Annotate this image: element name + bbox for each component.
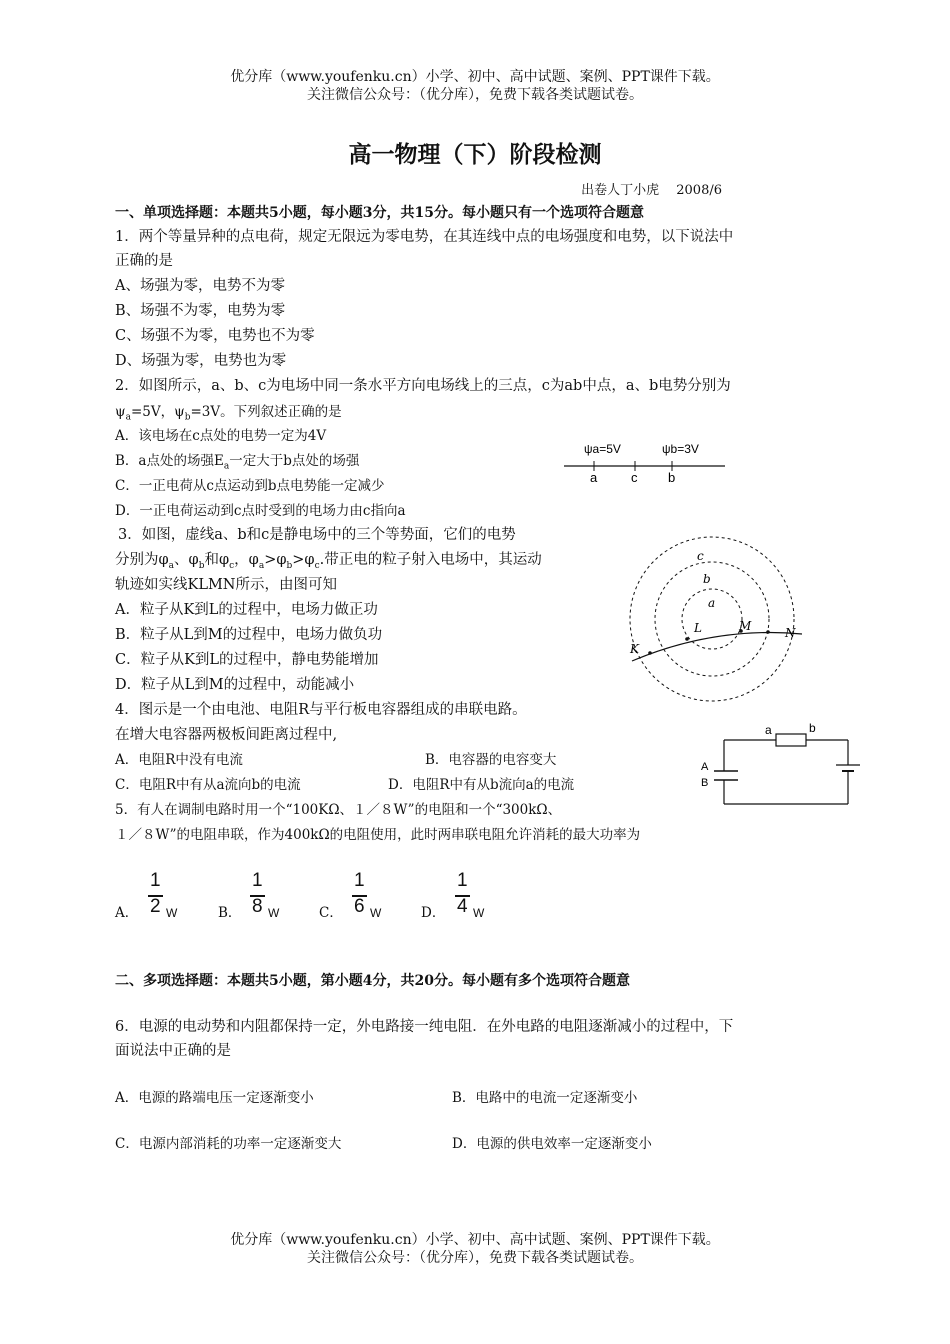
q2-option-c: C．一正电荷从c点运动到b点电势能一定减少 [115,478,385,494]
q6-option-d: D．电源的供电效率一定逐渐变小 [452,1136,652,1152]
trajectory-klmn [632,633,802,661]
phi-b-label: ψb=3V [662,442,699,456]
label-a: a [708,596,716,610]
q2-option-b: B．a点处的场强$E_a$一定大于b点处的场强 [115,453,360,472]
q2-stem-line1: 2．如图所示，a、b、c为电场中同一条水平方向电场线上的三点，c为ab中点，a、b电势分别为 [115,378,731,394]
point-c-label: c [631,470,638,485]
q3-equipotential-figure [620,536,820,711]
q4-stem-line2: 在增大电容器两极板间距离过程中, [115,727,338,743]
q4-option-d: D．电阻R中有从b流向a的电流 [388,777,575,793]
node-a-label: a [765,723,772,737]
q3-option-d: D．粒子从L到M的过程中，动能减小 [115,677,355,693]
label-c: c [697,549,704,563]
q2-option-a: A．该电场在c点处的电势一定为4V [115,428,327,444]
footer-line-1: 优分库（www.youfenku.cn）小学、初中、高中试题、案例、PPT课件下载。 [230,1232,720,1248]
q2-field-line-figure [560,436,730,491]
label-k: K [630,642,639,656]
header-line-2: 关注微信公众号：（优分库），免费下载各类试题试卷。 [307,87,643,103]
q1-option-a: A、场强为零，电势不为零 [115,278,285,294]
q4-option-a: A．电阻R中没有电流 [115,752,243,768]
equipotential-b [655,562,769,676]
q3-option-c: C．粒子从K到L的过程中，静电势能增加 [115,652,379,668]
q4-option-b: B．电容器的电容变大 [425,752,557,768]
plate-a-label: A [701,761,709,773]
phi-a-label: ψa=5V [584,442,621,456]
point-b-label: b [668,470,676,485]
q1-option-b: B、场强不为零，电势为零 [115,303,286,319]
q3-option-b: B．粒子从L到M的过程中，电场力做负功 [115,627,383,643]
author-date: 出卷人丁小虎 2008/6 [581,183,722,198]
q5-stem-line2: １／８W”的电阻串联，作为400kΩ的电阻使用，此时两串联电阻允许消耗的最大功率为 [115,827,641,843]
q6-option-b: B．电路中的电流一定逐渐变小 [452,1090,638,1106]
label-l: L [694,621,702,635]
q6-option-a: A．电源的路端电压一定逐渐变小 [115,1090,314,1106]
node-b-label: b [809,721,816,735]
q6-option-c: C．电源内部消耗的功率一定逐渐变大 [115,1136,342,1152]
footer-line-2: 关注微信公众号：（优分库），免费下载各类试题试卷。 [307,1250,643,1266]
section-2-heading: 二、多项选择题：本题共5小题，第小题4分，共20分。每小题有多个选项符合题意 [115,973,630,989]
resistor-r [776,734,806,746]
q1-stem-line2: 正确的是 [115,253,173,269]
q1-option-d: D、场强为零，电势也为零 [115,353,287,369]
q4-stem-line1: 4．图示是一个由电池、电阻R与平行板电容器组成的串联电路。 [115,702,527,718]
q3-stem-line2: 分别为$\varphi_a$、$\varphi_b$和$\varphi_c$，$\varphi_a>\varphi_b>\varphi_c$.带正电的粒子射入电场中，其运动 [115,552,542,571]
q6-stem-line2: 面说法中正确的是 [115,1043,231,1059]
q2-stem-line2: $\psi_a=5V$，$\psi_b=3V$。下列叙述正确的是 [115,404,342,423]
q5-option-d-label: D． [421,905,446,921]
q1-option-c: C、场强不为零，电势也不为零 [115,328,315,344]
header-line-1: 优分库（www.youfenku.cn）小学、初中、高中试题、案例、PPT课件下载。 [230,69,720,85]
q5-stem-line1: 5．有人在调制电路时用一个“100KΩ、１／８W”的电阻和一个“300kΩ、 [115,802,562,818]
label-n: N [785,626,796,640]
section-1-heading: 一、单项选择题：本题共5小题，每小题3分，共15分。每小题只有一个选项符合题意 [115,205,644,221]
q2-option-d: D．一正电荷运动到c点时受到的电场力由c指向a [115,503,406,519]
q1-stem-line1: 1．两个等量异种的点电荷，规定无限远为零电势，在其连线中点的电场强度和电势，以下说法中 [115,229,734,245]
point-a-label: a [590,470,598,485]
page-title: 高一物理（下）阶段检测 [348,141,602,168]
plate-b-label: B [701,777,709,789]
q3-option-a: A．粒子从K到L的过程中，电场力做正功 [115,602,378,618]
q6-stem-line1: 6．电源的电动势和内阻都保持一定，外电路接一纯电阻．在外电路的电阻逐渐减小的过程中，下 [115,1019,734,1035]
q5-option-b-label: B． [218,905,242,921]
q3-stem-line3: 轨迹如实线KLMN所示，由图可知 [115,577,337,593]
q4-option-c: C．电阻R中有从a流向b的电流 [115,777,301,793]
label-b: b [703,572,711,586]
q3-stem-line1: 3．如图，虚线a、b和c是静电场中的三个等势面，它们的电势 [118,527,516,543]
q4-circuit-figure [698,720,863,810]
q5-option-c-label: C． [319,905,343,921]
label-m: M [739,619,752,633]
q5-option-a-label: A． [115,905,139,921]
